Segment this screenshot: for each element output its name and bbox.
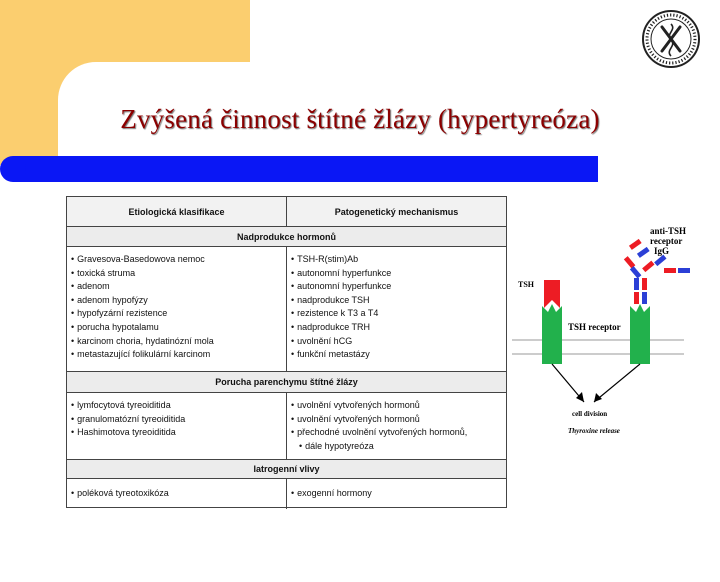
list-item: • autonomní hyperfunkce [291, 280, 391, 294]
list-item: • karcinom choria, hydatinózní mola [71, 335, 214, 349]
list-item: • metastazující folikulární karcinom [71, 348, 214, 362]
label-thyroxine-release: Thyroxine release [568, 427, 620, 435]
list-item: • uvolnění vytvořených hormonů [291, 399, 467, 413]
section-left-list [71, 253, 214, 362]
column-divider [286, 393, 287, 459]
section-right-list [291, 487, 372, 501]
section-title: Nadprodukce hormonů [67, 227, 506, 247]
section-right-list [291, 399, 467, 453]
section-title: Porucha parenchymu štítné žlázy [67, 371, 506, 393]
list-item: • hypofyzární rezistence [71, 307, 214, 321]
label-tsh: TSH [518, 280, 535, 289]
list-item: • nadprodukce TRH [291, 321, 391, 335]
column-divider [286, 479, 287, 509]
label-igg: IgG [654, 246, 670, 256]
section-left-list [71, 487, 169, 501]
label-receptor: receptor [650, 236, 683, 246]
table-header-mechanism: Patogenetický mechanismus [334, 206, 459, 217]
list-item: • poléková tyreotoxikóza [71, 487, 169, 501]
list-item: • granulomatózní tyreoiditida [71, 413, 185, 427]
section-right-list [291, 253, 391, 362]
tsh-receptor-right [630, 304, 650, 364]
slide-title: Zvýšená činnost štítné žlázy (hypertyreóza) [120, 104, 600, 134]
list-item: • přechodné uvolnění vytvořených hormonů, [291, 426, 467, 440]
university-seal-icon [640, 8, 702, 70]
list-item: • adenom hypofýzy [71, 294, 214, 308]
list-item: • rezistence k T3 a T4 [291, 307, 391, 321]
list-item: • nadprodukce TSH [291, 294, 391, 308]
tsh-hormone [544, 280, 560, 308]
column-divider [286, 247, 287, 371]
list-item: • porucha hypotalamu [71, 321, 214, 335]
list-item: • uvolnění hCG [291, 335, 391, 349]
title-underline-bar [0, 156, 598, 182]
column-divider [286, 197, 287, 227]
list-item-continuation: • dále hypotyreóza [291, 440, 467, 454]
tsh-receptor-diagram [512, 212, 692, 442]
list-item: • adenom [71, 280, 214, 294]
list-item: • lymfocytová tyreoiditida [71, 399, 185, 413]
list-item: • uvolnění vytvořených hormonů [291, 413, 467, 427]
arrow-head [594, 393, 602, 402]
list-item: • toxická struma [71, 267, 214, 281]
list-item: • Gravesova-Basedowova nemoc [71, 253, 214, 267]
tsh-receptor-left [542, 304, 562, 364]
label-anti-tsh: anti-TSH [650, 226, 687, 236]
list-item: • Hashimotova tyreoiditida [71, 426, 185, 440]
label-tsh-receptor: TSH receptor [568, 322, 621, 332]
section-title: Iatrogenní vlivy [67, 459, 506, 479]
table-header-etiology: Etiologická klasifikace [128, 206, 225, 217]
list-item: • exogenní hormony [291, 487, 372, 501]
etiology-table [66, 196, 507, 508]
label-cell-division: cell division [572, 410, 608, 418]
list-item: • funkční metastázy [291, 348, 391, 362]
list-item: • TSH-R(stim)Ab [291, 253, 391, 267]
list-item: • autonomní hyperfunkce [291, 267, 391, 281]
arrow-line [594, 364, 640, 402]
section-left-list [71, 399, 185, 440]
